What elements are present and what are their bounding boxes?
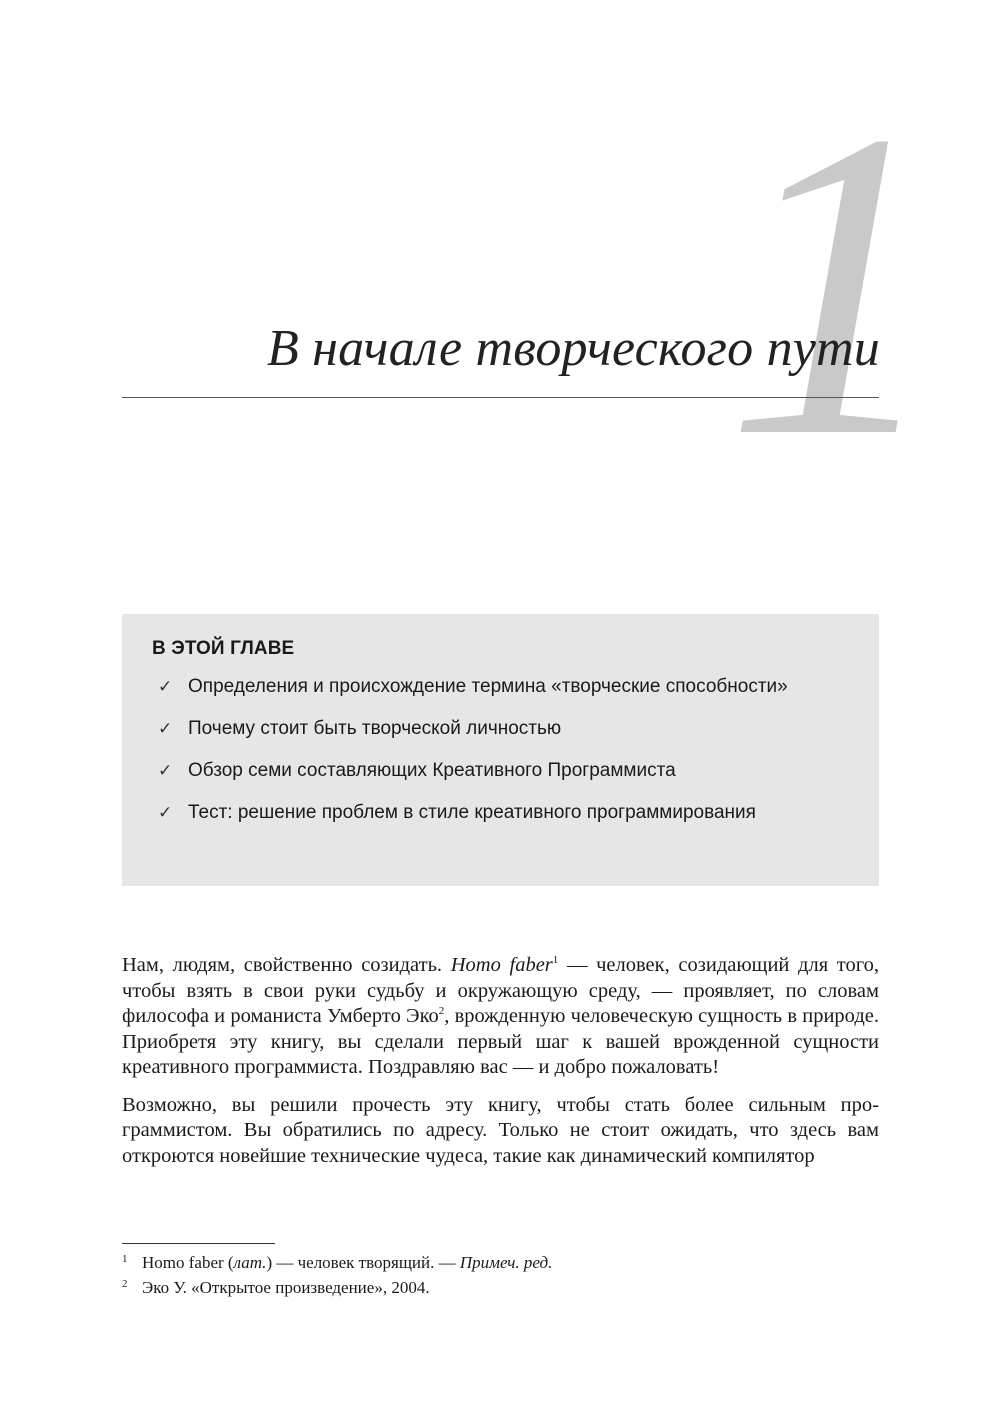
list-item <box>152 672 849 702</box>
list-item-text: Обзор семи составляющих Креативного Программиста <box>188 760 676 781</box>
chapter-box-list <box>152 672 849 828</box>
list-item <box>152 798 849 828</box>
chapter-box-heading: В ЭТОЙ ГЛАВЕ <box>152 638 295 659</box>
footnotes <box>122 1250 879 1300</box>
footnote-2 <box>122 1275 879 1300</box>
title-rule <box>122 397 879 398</box>
list-item-text: Тест: решение проблем в стиле креативного программирования <box>188 802 756 823</box>
footnote-text: Эко У. «Открытое произведение», 2004. <box>142 1278 430 1297</box>
body-text <box>122 953 879 1181</box>
chapter-number: 1 <box>725 41 945 528</box>
paragraph-text: Нам, людям, свойственно созидать. <box>122 954 451 976</box>
footnote-text: ) — человек творящий. — <box>266 1253 460 1272</box>
footnote-rule <box>122 1243 275 1244</box>
footnote-number: 2 <box>122 1278 128 1290</box>
footnote-1 <box>122 1250 879 1275</box>
list-item-text: Определения и происхождение термина «творческие способности» <box>188 676 788 697</box>
chapter-title: В начале творческого пути <box>266 320 880 377</box>
check-icon: ✓ <box>158 677 173 697</box>
chapter-summary-box <box>122 614 879 886</box>
footnote-ref-2[interactable]: 2 <box>438 1005 445 1018</box>
paragraph <box>122 953 879 1081</box>
check-icon: ✓ <box>158 719 173 739</box>
footnote-text: Homo faber ( <box>142 1253 234 1272</box>
homo-faber-term: Homo faber <box>450 954 553 976</box>
list-item <box>152 756 849 786</box>
check-icon: ✓ <box>158 803 173 823</box>
list-item-text: Почему стоит быть творческой личностью <box>188 718 562 739</box>
list-item <box>152 714 849 744</box>
check-icon: ✓ <box>158 761 173 781</box>
footnote-ref-1[interactable]: 1 <box>552 954 559 967</box>
paragraph-text: , врожденную человеческую сущность в природе. Приобретя эту книгу, вы сделали первый шаг к вашей врожденной сущности креативного программиста. Поздравляю вас — и добро пожаловать! <box>122 1005 879 1078</box>
paragraph: Возможно, вы решили прочесть эту книгу, чтобы стать более сильным программистом. Вы обратились по адресу. Только не стоит ожидать, что здесь вам откроются новейшие технические чудеса, такие как динамический компилятор <box>122 1093 879 1167</box>
paragraph-text: — человек, созидающий для того, чтобы взять в свои руки судьбу и окружающую среду, — проявляет, по словам философа и романиста Умберто Эко <box>122 954 880 1027</box>
footnote-text: лат. <box>233 1253 267 1272</box>
footnote-text: Примеч. ред. <box>459 1253 553 1272</box>
footnote-number: 1 <box>122 1253 128 1265</box>
